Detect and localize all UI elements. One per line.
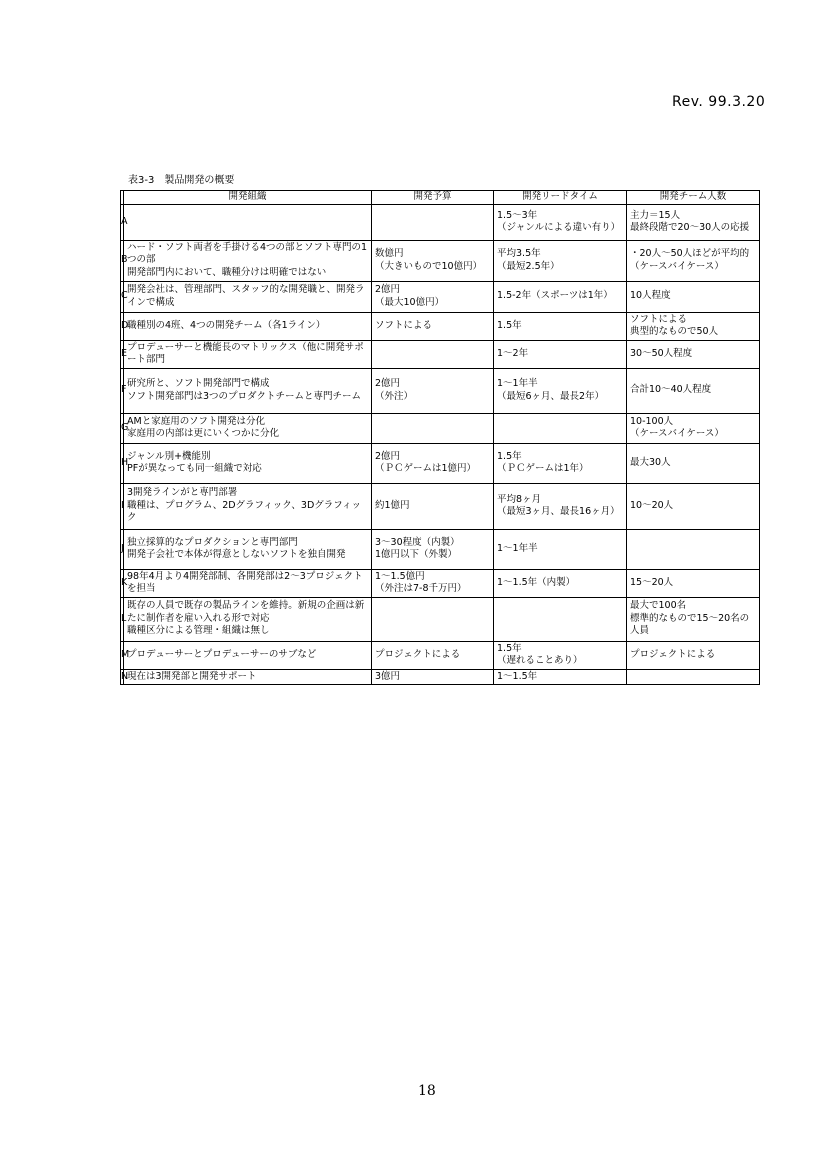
table-row — [121, 529, 760, 569]
cell-org: 開発会社は、管理部門、スタッフ的な開発職と、開発ラインで構成 — [124, 281, 372, 312]
cell-lead: 1.5-2年（スポーツは1年） — [494, 281, 627, 312]
table-header-row — [121, 191, 760, 205]
header-team-size: 開発チーム人数 — [627, 191, 760, 205]
cell-id: D — [121, 312, 124, 340]
cell-org: ハード・ソフト両者を手掛ける4つの部とソフト専門の1つの部 開発部門内において、職種分けは明確ではない — [124, 240, 372, 281]
cell-budget: 3～30程度（内製） 1億円以下（外製） — [372, 529, 494, 569]
table-row — [121, 368, 760, 413]
table-row — [121, 669, 760, 685]
cell-lead: 1.5～3年 （ジャンルによる違い有り） — [494, 204, 627, 240]
cell-id: L — [121, 597, 124, 641]
cell-team: 主力＝15人 最終段階で20～30人の応援 — [627, 204, 760, 240]
cell-id: C — [121, 281, 124, 312]
cell-id: F — [121, 368, 124, 413]
cell-id: G — [121, 413, 124, 443]
cell-id: B — [121, 240, 124, 281]
cell-team — [627, 669, 760, 685]
cell-org: 98年4月より4開発部制、各開発部は2～3プロジェクトを担当 — [124, 569, 372, 597]
page-number: 18 — [418, 1083, 436, 1099]
cell-lead: 1～2年 — [494, 340, 627, 368]
cell-id: A — [121, 204, 124, 240]
cell-team: 最大で100名 標準的なもので15～20名の人員 — [627, 597, 760, 641]
table-row — [121, 340, 760, 368]
cell-org: 職種別の4班、4つの開発チーム（各1ライン） — [124, 312, 372, 340]
cell-lead: 1～1年半 （最短6ヶ月、最長2年） — [494, 368, 627, 413]
cell-lead: 平均8ヶ月 （最短3ヶ月、最長16ヶ月） — [494, 483, 627, 529]
cell-lead: 1～1.5年 — [494, 669, 627, 685]
cell-team — [627, 529, 760, 569]
cell-lead: 1.5年 — [494, 312, 627, 340]
table-row — [121, 413, 760, 443]
table-row — [121, 569, 760, 597]
cell-id: H — [121, 443, 124, 483]
cell-team: 合計10～40人程度 — [627, 368, 760, 413]
table-row — [121, 483, 760, 529]
cell-org: 研究所と、ソフト開発部門で構成 ソフト開発部門は3つのプロダクトチームと専門チーム — [124, 368, 372, 413]
cell-org: AMと家庭用のソフト開発は分化 家庭用の内部は更にいくつかに分化 — [124, 413, 372, 443]
cell-lead — [494, 413, 627, 443]
table-row — [121, 312, 760, 340]
table-row — [121, 240, 760, 281]
cell-budget: 3億円 — [372, 669, 494, 685]
table-row — [121, 641, 760, 669]
table-caption: 表3-3 製品開発の概要 — [128, 175, 235, 186]
header-org: 開発組織 — [124, 191, 372, 205]
cell-team: 10人程度 — [627, 281, 760, 312]
cell-org: 独立採算的なプロダクションと専門部門 開発子会社で本体が得意としないソフトを独自開発 — [124, 529, 372, 569]
cell-budget: プロジェクトによる — [372, 641, 494, 669]
cell-lead: 1～1年半 — [494, 529, 627, 569]
cell-team: 最大30人 — [627, 443, 760, 483]
cell-budget — [372, 597, 494, 641]
cell-budget — [372, 340, 494, 368]
revision-label: Rev. 99.3.20 — [672, 94, 766, 110]
header-lead-time: 開発リードタイム — [494, 191, 627, 205]
product-development-table — [120, 190, 760, 685]
cell-id: K — [121, 569, 124, 597]
cell-lead: 1.5年 （遅れることあり） — [494, 641, 627, 669]
cell-org: 既存の人員で既存の製品ラインを維持。新規の企画は新たに制作者を雇い入れる形で対応 職種区分による管理・組織は無し — [124, 597, 372, 641]
cell-budget — [372, 413, 494, 443]
cell-lead — [494, 597, 627, 641]
cell-org: ジャンル別+機能別 PFが異なっても同一組織で対応 — [124, 443, 372, 483]
cell-lead: 1.5年 （ＰＣゲームは1年） — [494, 443, 627, 483]
cell-budget: 2億円 （外注） — [372, 368, 494, 413]
cell-org: 現在は3開発部と開発サポート — [124, 669, 372, 685]
cell-lead: 平均3.5年 （最短2.5年） — [494, 240, 627, 281]
cell-budget — [372, 204, 494, 240]
table-row — [121, 443, 760, 483]
cell-team: 15～20人 — [627, 569, 760, 597]
cell-budget: 2億円 （最大10億円） — [372, 281, 494, 312]
cell-id: J — [121, 529, 124, 569]
cell-id: E — [121, 340, 124, 368]
table-row — [121, 281, 760, 312]
cell-id: M — [121, 641, 124, 669]
cell-org: 3開発ラインがと専門部署 職種は、プログラム、2Dグラフィック、3Dグラフィック — [124, 483, 372, 529]
header-budget: 開発予算 — [372, 191, 494, 205]
cell-org — [124, 204, 372, 240]
cell-team: ソフトによる 典型的なもので50人 — [627, 312, 760, 340]
table-row — [121, 597, 760, 641]
cell-team: ・20人～50人ほどが平均的 （ケースバイケース） — [627, 240, 760, 281]
cell-budget: 1～1.5億円 （外注は7-8千万円） — [372, 569, 494, 597]
cell-team: 30～50人程度 — [627, 340, 760, 368]
cell-budget: 数億円 （大きいもので10億円） — [372, 240, 494, 281]
cell-id: N — [121, 669, 124, 685]
cell-team: プロジェクトによる — [627, 641, 760, 669]
cell-lead: 1～1.5年（内製） — [494, 569, 627, 597]
cell-budget: 約1億円 — [372, 483, 494, 529]
cell-team: 10-100人 （ケースバイケース） — [627, 413, 760, 443]
cell-budget: 2億円 （ＰＣゲームは1億円） — [372, 443, 494, 483]
cell-team: 10～20人 — [627, 483, 760, 529]
cell-org: プロデューサーと機能長のマトリックス（他に開発サポート部門 — [124, 340, 372, 368]
cell-id: I — [121, 483, 124, 529]
cell-org: プロデューサーとプロデューサーのサブなど — [124, 641, 372, 669]
table-row — [121, 204, 760, 240]
cell-budget: ソフトによる — [372, 312, 494, 340]
